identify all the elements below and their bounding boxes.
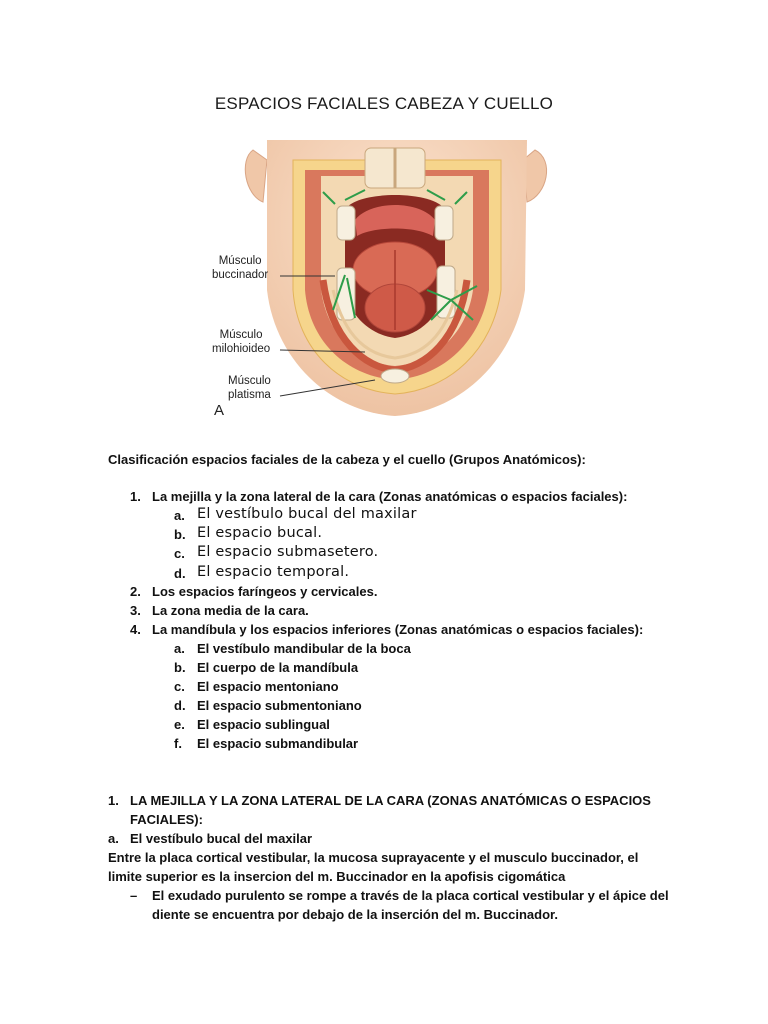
bullet-dash: –	[130, 888, 138, 903]
paragraph-line1: Entre la placa cortical vestibular, la mucosa suprayacente y el musculo buccinador, el	[108, 850, 639, 865]
upper-right-tooth	[435, 206, 453, 240]
sub-letter: b.	[174, 660, 186, 675]
sub-letter: a.	[174, 508, 185, 523]
label-platisma: Músculo platisma	[228, 375, 271, 401]
hyoid-bone	[381, 369, 409, 383]
sub-item: El espacio mentoniano	[197, 679, 339, 694]
list-number: 4.	[130, 622, 141, 637]
sub-letter: d.	[174, 566, 186, 581]
list-number: 3.	[130, 603, 141, 618]
sub-item: El vestíbulo bucal del maxilar	[197, 506, 417, 522]
list-item: La mejilla y la zona lateral de la cara (Zonas anatómicas o espacios faciales):	[152, 489, 628, 504]
sub-item: El espacio submasetero.	[197, 544, 379, 560]
list-item: La zona media de la cara.	[152, 603, 309, 618]
sub-item: El espacio sublingual	[197, 717, 330, 732]
section-sub-letter: a.	[108, 831, 119, 846]
classification-heading: Clasificación espacios faciales de la cabeza y el cuello (Grupos Anatómicos):	[108, 452, 586, 467]
sub-letter: d.	[174, 698, 186, 713]
sub-item: El espacio submentoniano	[197, 698, 362, 713]
section-number: 1.	[108, 793, 119, 808]
list-number: 2.	[130, 584, 141, 599]
sub-item: El espacio submandibular	[197, 736, 359, 751]
left-ear	[245, 150, 267, 202]
page-title: ESPACIOS FACIALES CABEZA Y CUELLO	[214, 94, 554, 113]
sub-item: El vestíbulo mandibular de la boca	[197, 641, 411, 656]
section-heading-line2: FACIALES):	[130, 812, 203, 827]
list-number: 1.	[130, 489, 141, 504]
list-item: La mandíbula y los espacios inferiores (Zonas anatómicas o espacios faciales):	[152, 622, 644, 637]
sub-letter: c.	[174, 546, 185, 561]
sub-letter: e.	[174, 717, 185, 732]
sub-item: El espacio temporal.	[197, 564, 350, 580]
bullet-line1: El exudado purulento se rompe a través de la placa cortical vestibular y el ápice del	[152, 888, 669, 903]
sub-letter: c.	[174, 679, 185, 694]
label-milohioideo: Músculo milohioideo	[212, 329, 271, 355]
label-buccinador: Músculo buccinador	[212, 255, 269, 281]
section-sub-title: El vestíbulo bucal del maxilar	[130, 831, 313, 846]
bullet-line2: diente se encuentra por debajo de la inserción del m. Buccinador.	[152, 907, 558, 922]
sub-letter: b.	[174, 527, 186, 542]
panel-letter: A	[214, 402, 225, 419]
sub-letter: f.	[174, 736, 182, 751]
sub-item: El espacio bucal.	[197, 525, 323, 541]
upper-left-tooth	[337, 206, 355, 240]
sub-item: El cuerpo de la mandíbula	[197, 660, 359, 675]
list-item: Los espacios faríngeos y cervicales.	[152, 584, 378, 599]
paragraph-line2: limite superior es la insercion del m. Buccinador en la apofisis cigomática	[108, 869, 566, 884]
section-heading-line1: LA MEJILLA Y LA ZONA LATERAL DE LA CARA (ZONAS ANATÓMICAS O ESPACIOS	[130, 793, 651, 808]
sub-letter: a.	[174, 641, 185, 656]
